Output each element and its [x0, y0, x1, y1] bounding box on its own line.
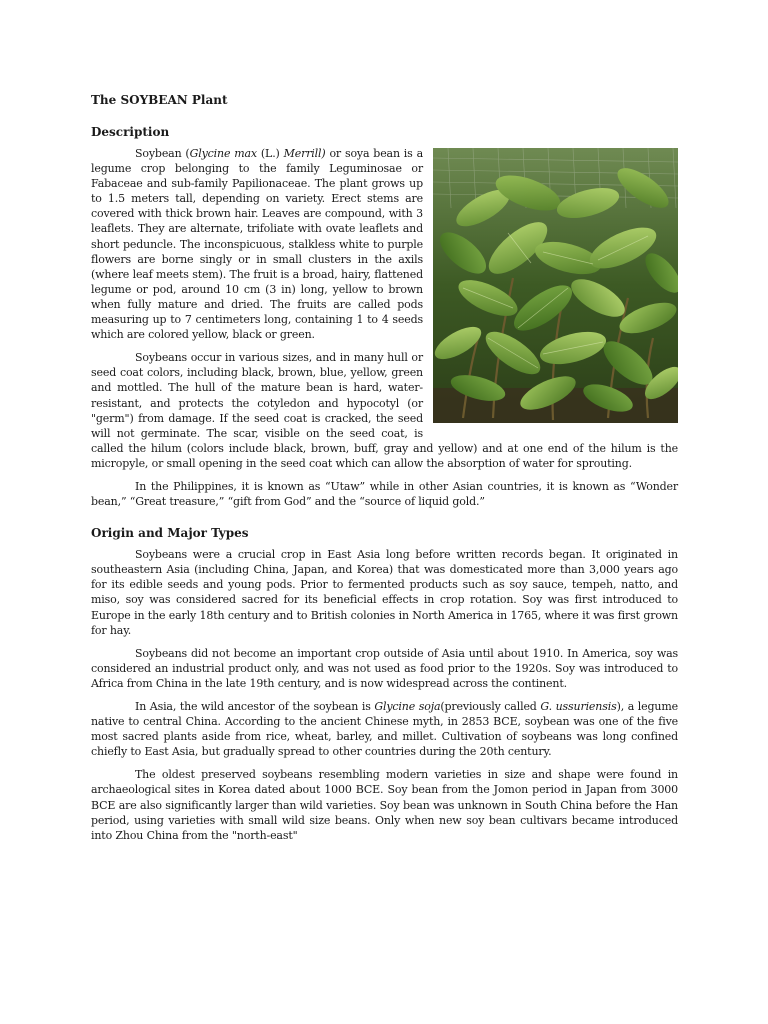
paragraph-origin-2: Soybeans did not become an important crop outside of Asia until about 1910. In America, soy was considered an industrial product only, and was not used as food prior to the 1920s. Soy was introduced to Africa from China in the late 19th century, and is now widespread across the continent. [91, 646, 678, 690]
paragraph-origin-3 [91, 699, 678, 759]
paragraph-description-3: In the Philippines, it is known as “Utaw” while in other Asian countries, it is known as “Wonder bean,” “Great treasure,” “gift from God” and the “source of liquid gold.” [91, 479, 678, 509]
section-heading-origin: Origin and Major Types [91, 526, 249, 541]
text-span: (previously called [440, 700, 541, 713]
scientific-name: Glycine max [189, 147, 257, 160]
scientific-name: Glycine soja [374, 700, 441, 713]
text-span: (L.) [256, 147, 284, 160]
scientific-name: G. ussuriensis [540, 700, 617, 713]
paragraph-origin-4: The oldest preserved soybeans resembling modern varieties in size and shape were found in archaeological sites in Korea dated about 1000 BCE. Soy bean from the Jomon period in Japan from 3000 BCE are also significantly larger than wild varieties. Soy bean was unknown in South China before the Han period, using varieties with small wild size beans. Only when new soy bean cultivars became introduced into Zhou China from the "north-east" [91, 768, 678, 842]
text-span: Soybean ( [135, 147, 190, 160]
section-heading-description: Description [91, 125, 170, 139]
document-title: The SOYBEAN Plant [91, 93, 228, 107]
text-span: In Asia, the wild ancestor of the soybean is [135, 700, 375, 713]
soybean-plant-photo [433, 148, 678, 423]
paragraph-origin-1: Soybeans were a crucial crop in East Asia long before written records began. It originated in southeastern Asia (including China, Japan, and Korea) that was domesticated more than 3,000 years ago for its edible seeds and young pods. Prior to fermented products such as soy sauce, tempeh, natto, and miso, soy was considered sacred for its beneficial effects in crop rotation. Soy was first introduced to Europe in the early 18th century and to British colonies in North America in 1765, where it was first grown for hay. [91, 548, 678, 637]
document-page [91, 92, 678, 851]
text-span: or soya bean is a legume crop belonging to the family Leguminosae or Fabaceae and sub-family Papilionaceae. The plant grows up to 1.5 meters tall, depending on variety. Erect stems are covered with thick brown hair. Leaves are compound, with 3 leaflets. They are alternate, trifoliate with ovate leaflets and short peduncle. The inconspicuous, stalkless white to purple flowers are borne singly or in small clusters in the axils (where leaf meets stem). The fruit is a broad, hairy, flattened legume or pod, around 10 cm (3 in) long, yellow to brown when fully mature and dried. The fruits are called pods measuring up to 7 centimeters long, containing 1 to 4 seeds which are colored yellow, black or green. [91, 147, 423, 342]
author-name: Merrill) [283, 147, 326, 160]
paragraph-description-2: Soybeans occur in various sizes, and in many hull or seed coat colors, including black, brown, blue, yellow, green and mottled. The hull of the mature bean is hard, water-resistant, and protects the cotyledon and hypocotyl (or "germ") from damage. If the seed coat is cracked, the seed will not germinate. The scar, visible on the seed coat, is called the hilum (colors include black, brown, buff, gray and yellow) and at one end of the hilum is the micropyle, or small opening in the seed coat which can allow the absorption of water for sprouting. [91, 351, 678, 470]
text-span: ), a legume native to central China. According to the ancient Chinese myth, in 2853 BCE, soybean was one of the five most sacred plants aside from rice, wheat, barley, and millet. Cultivation of soybeans was long confined chiefly to East Asia, but gradually spread to other countries during the 20th century. [91, 700, 678, 759]
